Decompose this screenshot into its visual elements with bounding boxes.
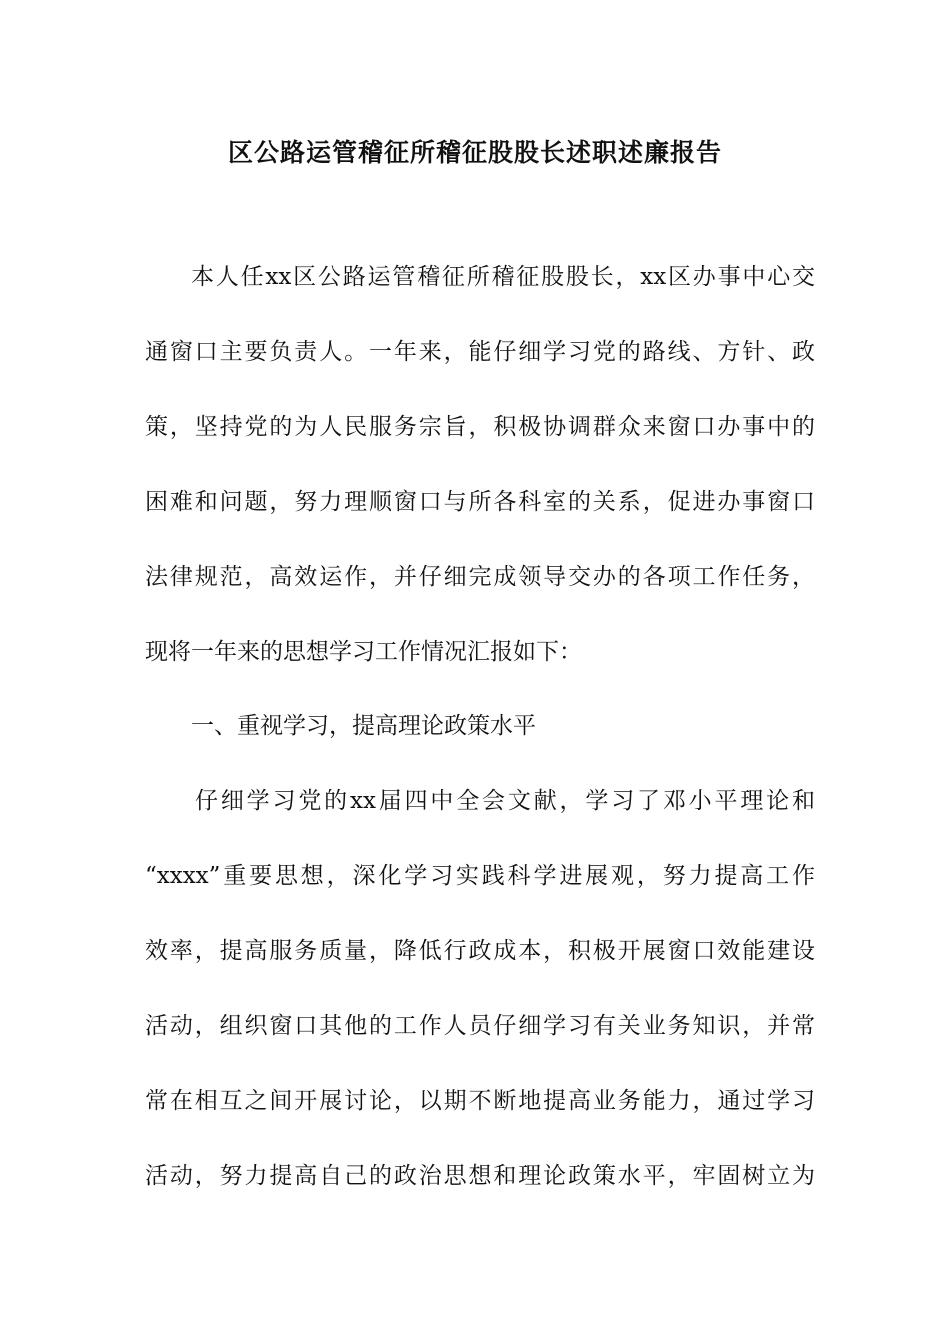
paragraph-line: 仔细学习党的xx届四中全会文献，学习了邓小平理论和 — [195, 788, 815, 814]
document-title: 区公路运管稽征所稽征股股长述职述廉报告 — [227, 138, 722, 167]
paragraph-line: 活动，组织窗口其他的工作人员仔细学习有关业务知识，并常 — [145, 1013, 815, 1039]
paragraph-line: 效率，提高服务质量，降低行政成本，积极开展窗口效能建设 — [145, 938, 815, 964]
paragraph-line: 活动，努力提高自己的政治思想和理论政策水平，牢固树立为 — [145, 1163, 815, 1189]
paragraph-line: 常在相互之间开展讨论，以期不断地提高业务能力，通过学习 — [145, 1088, 815, 1114]
paragraph-line: 法律规范，高效运作，并仔细完成领导交办的各项工作任务， — [145, 564, 815, 590]
paragraph-line: 策，坚持党的为人民服务宗旨，积极协调群众来窗口办事中的 — [145, 414, 815, 440]
paragraph-line: 通窗口主要负责人。一年来，能仔细学习党的路线、方针、政 — [145, 339, 815, 365]
paragraph-line: 本人任xx区公路运管稽征所稽征股股长，xx区办事中心交 — [191, 264, 815, 290]
paragraph-line: 困难和问题，努力理顺窗口与所各科室的关系，促进办事窗口 — [145, 489, 815, 515]
paragraph-line: 现将一年来的思想学习工作情况汇报如下： — [145, 639, 582, 665]
paragraph-line: “xxxx”重要思想，深化学习实践科学进展观，努力提高工作 — [145, 863, 815, 889]
section-heading: 一、重视学习，提高理论政策水平 — [191, 713, 536, 739]
